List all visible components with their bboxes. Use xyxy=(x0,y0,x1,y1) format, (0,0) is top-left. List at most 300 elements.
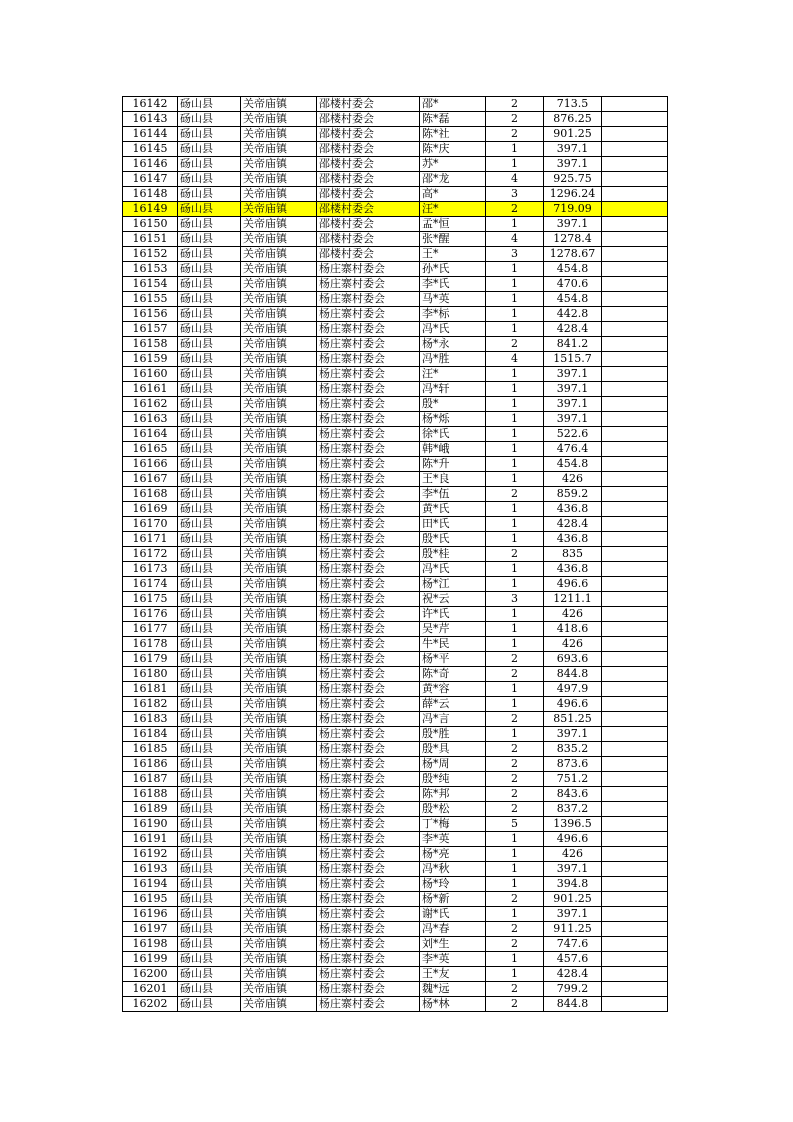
count-cell: 2 xyxy=(486,997,544,1012)
count-cell: 1 xyxy=(486,697,544,712)
empty-cell xyxy=(602,487,668,502)
amount-cell: 397.1 xyxy=(544,727,602,742)
county-cell: 砀山县 xyxy=(178,292,241,307)
table-row xyxy=(123,832,668,847)
amount-cell: 1278.4 xyxy=(544,232,602,247)
name-cell: 李*氏 xyxy=(420,277,486,292)
county-cell: 砀山县 xyxy=(178,877,241,892)
amount-cell: 747.6 xyxy=(544,937,602,952)
row-number-cell: 16196 xyxy=(123,907,178,922)
village-cell: 杨庄寨村委会 xyxy=(317,922,420,937)
table-row xyxy=(123,472,668,487)
county-cell: 砀山县 xyxy=(178,142,241,157)
row-number-cell: 16198 xyxy=(123,937,178,952)
name-cell: 杨*林 xyxy=(420,997,486,1012)
town-cell: 关帝庙镇 xyxy=(241,487,317,502)
row-number-cell: 16166 xyxy=(123,457,178,472)
amount-cell: 470.6 xyxy=(544,277,602,292)
village-cell: 杨庄寨村委会 xyxy=(317,637,420,652)
row-number-cell: 16157 xyxy=(123,322,178,337)
count-cell: 1 xyxy=(486,142,544,157)
table-row xyxy=(123,862,668,877)
village-cell: 邵楼村委会 xyxy=(317,127,420,142)
county-cell: 砀山县 xyxy=(178,622,241,637)
amount-cell: 426 xyxy=(544,637,602,652)
county-cell: 砀山县 xyxy=(178,952,241,967)
town-cell: 关帝庙镇 xyxy=(241,937,317,952)
amount-cell: 1296.24 xyxy=(544,187,602,202)
name-cell: 杨*新 xyxy=(420,892,486,907)
row-number-cell: 16177 xyxy=(123,622,178,637)
amount-cell: 426 xyxy=(544,847,602,862)
table-row xyxy=(123,442,668,457)
name-cell: 冯*氏 xyxy=(420,322,486,337)
amount-cell: 397.1 xyxy=(544,367,602,382)
empty-cell xyxy=(602,367,668,382)
empty-cell xyxy=(602,562,668,577)
village-cell: 杨庄寨村委会 xyxy=(317,562,420,577)
county-cell: 砀山县 xyxy=(178,517,241,532)
amount-cell: 873.6 xyxy=(544,757,602,772)
county-cell: 砀山县 xyxy=(178,187,241,202)
village-cell: 杨庄寨村委会 xyxy=(317,502,420,517)
county-cell: 砀山县 xyxy=(178,802,241,817)
row-number-cell: 16191 xyxy=(123,832,178,847)
village-cell: 杨庄寨村委会 xyxy=(317,397,420,412)
table-row xyxy=(123,277,668,292)
county-cell: 砀山县 xyxy=(178,307,241,322)
empty-cell xyxy=(602,292,668,307)
county-cell: 砀山县 xyxy=(178,997,241,1012)
name-cell: 丁*梅 xyxy=(420,817,486,832)
name-cell: 殷* xyxy=(420,397,486,412)
table-row xyxy=(123,922,668,937)
count-cell: 1 xyxy=(486,427,544,442)
row-number-cell: 16170 xyxy=(123,517,178,532)
table-row xyxy=(123,172,668,187)
town-cell: 关帝庙镇 xyxy=(241,457,317,472)
village-cell: 杨庄寨村委会 xyxy=(317,772,420,787)
empty-cell xyxy=(602,472,668,487)
amount-cell: 719.09 xyxy=(544,202,602,217)
empty-cell xyxy=(602,892,668,907)
town-cell: 关帝庙镇 xyxy=(241,817,317,832)
count-cell: 1 xyxy=(486,442,544,457)
town-cell: 关帝庙镇 xyxy=(241,232,317,247)
row-number-cell: 16143 xyxy=(123,112,178,127)
village-cell: 邵楼村委会 xyxy=(317,97,420,112)
amount-cell: 418.6 xyxy=(544,622,602,637)
row-number-cell: 16202 xyxy=(123,997,178,1012)
amount-cell: 844.8 xyxy=(544,667,602,682)
name-cell: 王*友 xyxy=(420,967,486,982)
name-cell: 杨*玲 xyxy=(420,877,486,892)
empty-cell xyxy=(602,262,668,277)
county-cell: 砀山县 xyxy=(178,967,241,982)
county-cell: 砀山县 xyxy=(178,322,241,337)
table-row xyxy=(123,967,668,982)
table-row xyxy=(123,577,668,592)
count-cell: 1 xyxy=(486,832,544,847)
amount-cell: 901.25 xyxy=(544,892,602,907)
empty-cell xyxy=(602,862,668,877)
village-cell: 杨庄寨村委会 xyxy=(317,727,420,742)
county-cell: 砀山县 xyxy=(178,247,241,262)
count-cell: 2 xyxy=(486,937,544,952)
empty-cell xyxy=(602,397,668,412)
count-cell: 1 xyxy=(486,607,544,622)
empty-cell xyxy=(602,697,668,712)
empty-cell xyxy=(602,112,668,127)
county-cell: 砀山县 xyxy=(178,712,241,727)
village-cell: 杨庄寨村委会 xyxy=(317,322,420,337)
amount-cell: 476.4 xyxy=(544,442,602,457)
town-cell: 关帝庙镇 xyxy=(241,802,317,817)
table-row xyxy=(123,652,668,667)
village-cell: 杨庄寨村委会 xyxy=(317,742,420,757)
county-cell: 砀山县 xyxy=(178,697,241,712)
empty-cell xyxy=(602,937,668,952)
town-cell: 关帝庙镇 xyxy=(241,517,317,532)
table-row xyxy=(123,382,668,397)
name-cell: 冯*春 xyxy=(420,922,486,937)
name-cell: 陈*磊 xyxy=(420,112,486,127)
empty-cell xyxy=(602,637,668,652)
row-number-cell: 16195 xyxy=(123,892,178,907)
county-cell: 砀山县 xyxy=(178,337,241,352)
town-cell: 关帝庙镇 xyxy=(241,247,317,262)
row-number-cell: 16162 xyxy=(123,397,178,412)
county-cell: 砀山县 xyxy=(178,172,241,187)
count-cell: 1 xyxy=(486,502,544,517)
table-row xyxy=(123,697,668,712)
village-cell: 邵楼村委会 xyxy=(317,217,420,232)
town-cell: 关帝庙镇 xyxy=(241,772,317,787)
count-cell: 1 xyxy=(486,157,544,172)
town-cell: 关帝庙镇 xyxy=(241,682,317,697)
county-cell: 砀山县 xyxy=(178,637,241,652)
county-cell: 砀山县 xyxy=(178,502,241,517)
county-cell: 砀山县 xyxy=(178,937,241,952)
village-cell: 杨庄寨村委会 xyxy=(317,337,420,352)
table-row xyxy=(123,232,668,247)
village-cell: 杨庄寨村委会 xyxy=(317,787,420,802)
village-cell: 杨庄寨村委会 xyxy=(317,262,420,277)
county-cell: 砀山县 xyxy=(178,532,241,547)
village-cell: 杨庄寨村委会 xyxy=(317,697,420,712)
empty-cell xyxy=(602,952,668,967)
table-row xyxy=(123,217,668,232)
count-cell: 1 xyxy=(486,472,544,487)
empty-cell xyxy=(602,877,668,892)
village-cell: 邵楼村委会 xyxy=(317,232,420,247)
empty-cell xyxy=(602,157,668,172)
name-cell: 苏* xyxy=(420,157,486,172)
table-row xyxy=(123,112,668,127)
name-cell: 李*英 xyxy=(420,952,486,967)
name-cell: 马*英 xyxy=(420,292,486,307)
empty-cell xyxy=(602,787,668,802)
empty-cell xyxy=(602,187,668,202)
table-row xyxy=(123,637,668,652)
count-cell: 5 xyxy=(486,817,544,832)
village-cell: 邵楼村委会 xyxy=(317,142,420,157)
name-cell: 殷*具 xyxy=(420,742,486,757)
county-cell: 砀山县 xyxy=(178,757,241,772)
village-cell: 杨庄寨村委会 xyxy=(317,622,420,637)
row-number-cell: 16151 xyxy=(123,232,178,247)
name-cell: 祝*云 xyxy=(420,592,486,607)
row-number-cell: 16160 xyxy=(123,367,178,382)
name-cell: 汪* xyxy=(420,202,486,217)
town-cell: 关帝庙镇 xyxy=(241,652,317,667)
name-cell: 陈*社 xyxy=(420,127,486,142)
name-cell: 杨*亮 xyxy=(420,847,486,862)
town-cell: 关帝庙镇 xyxy=(241,397,317,412)
row-number-cell: 16193 xyxy=(123,862,178,877)
county-cell: 砀山县 xyxy=(178,457,241,472)
amount-cell: 457.6 xyxy=(544,952,602,967)
county-cell: 砀山县 xyxy=(178,607,241,622)
village-cell: 杨庄寨村委会 xyxy=(317,592,420,607)
town-cell: 关帝庙镇 xyxy=(241,622,317,637)
count-cell: 2 xyxy=(486,922,544,937)
town-cell: 关帝庙镇 xyxy=(241,862,317,877)
amount-cell: 397.1 xyxy=(544,217,602,232)
county-cell: 砀山县 xyxy=(178,832,241,847)
name-cell: 田*氏 xyxy=(420,517,486,532)
table-row xyxy=(123,337,668,352)
table-row xyxy=(123,592,668,607)
county-cell: 砀山县 xyxy=(178,907,241,922)
empty-cell xyxy=(602,607,668,622)
row-number-cell: 16147 xyxy=(123,172,178,187)
table-row xyxy=(123,517,668,532)
empty-cell xyxy=(602,427,668,442)
row-number-cell: 16144 xyxy=(123,127,178,142)
name-cell: 薛*云 xyxy=(420,697,486,712)
town-cell: 关帝庙镇 xyxy=(241,262,317,277)
village-cell: 杨庄寨村委会 xyxy=(317,442,420,457)
row-number-cell: 16182 xyxy=(123,697,178,712)
row-number-cell: 16178 xyxy=(123,637,178,652)
town-cell: 关帝庙镇 xyxy=(241,382,317,397)
name-cell: 邵*龙 xyxy=(420,172,486,187)
town-cell: 关帝庙镇 xyxy=(241,157,317,172)
name-cell: 杨*烁 xyxy=(420,412,486,427)
count-cell: 2 xyxy=(486,202,544,217)
town-cell: 关帝庙镇 xyxy=(241,532,317,547)
amount-cell: 835 xyxy=(544,547,602,562)
county-cell: 砀山县 xyxy=(178,922,241,937)
count-cell: 2 xyxy=(486,112,544,127)
amount-cell: 496.6 xyxy=(544,577,602,592)
county-cell: 砀山县 xyxy=(178,742,241,757)
count-cell: 2 xyxy=(486,742,544,757)
amount-cell: 397.1 xyxy=(544,397,602,412)
town-cell: 关帝庙镇 xyxy=(241,832,317,847)
row-number-cell: 16149 xyxy=(123,202,178,217)
table-row xyxy=(123,532,668,547)
town-cell: 关帝庙镇 xyxy=(241,502,317,517)
table-row xyxy=(123,847,668,862)
row-number-cell: 16174 xyxy=(123,577,178,592)
empty-cell xyxy=(602,907,668,922)
village-cell: 邵楼村委会 xyxy=(317,202,420,217)
row-number-cell: 16180 xyxy=(123,667,178,682)
county-cell: 砀山县 xyxy=(178,277,241,292)
amount-cell: 835.2 xyxy=(544,742,602,757)
row-number-cell: 16184 xyxy=(123,727,178,742)
empty-cell xyxy=(602,337,668,352)
village-cell: 杨庄寨村委会 xyxy=(317,382,420,397)
count-cell: 1 xyxy=(486,952,544,967)
amount-cell: 1278.67 xyxy=(544,247,602,262)
count-cell: 2 xyxy=(486,757,544,772)
empty-cell xyxy=(602,772,668,787)
county-cell: 砀山县 xyxy=(178,127,241,142)
town-cell: 关帝庙镇 xyxy=(241,112,317,127)
amount-cell: 397.1 xyxy=(544,412,602,427)
name-cell: 李*标 xyxy=(420,307,486,322)
name-cell: 黄*氏 xyxy=(420,502,486,517)
row-number-cell: 16148 xyxy=(123,187,178,202)
table-row xyxy=(123,97,668,112)
village-cell: 杨庄寨村委会 xyxy=(317,367,420,382)
county-cell: 砀山县 xyxy=(178,547,241,562)
table-row xyxy=(123,427,668,442)
row-number-cell: 16163 xyxy=(123,412,178,427)
town-cell: 关帝庙镇 xyxy=(241,607,317,622)
empty-cell xyxy=(602,172,668,187)
count-cell: 1 xyxy=(486,382,544,397)
name-cell: 殷*松 xyxy=(420,802,486,817)
amount-cell: 901.25 xyxy=(544,127,602,142)
count-cell: 2 xyxy=(486,667,544,682)
county-cell: 砀山县 xyxy=(178,772,241,787)
empty-cell xyxy=(602,532,668,547)
village-cell: 杨庄寨村委会 xyxy=(317,877,420,892)
amount-cell: 522.6 xyxy=(544,427,602,442)
village-cell: 杨庄寨村委会 xyxy=(317,652,420,667)
empty-cell xyxy=(602,97,668,112)
count-cell: 2 xyxy=(486,97,544,112)
empty-cell xyxy=(602,127,668,142)
count-cell: 1 xyxy=(486,967,544,982)
county-cell: 砀山县 xyxy=(178,262,241,277)
name-cell: 陈*奇 xyxy=(420,667,486,682)
village-cell: 邵楼村委会 xyxy=(317,112,420,127)
empty-cell xyxy=(602,577,668,592)
row-number-cell: 16142 xyxy=(123,97,178,112)
amount-cell: 454.8 xyxy=(544,262,602,277)
row-number-cell: 16175 xyxy=(123,592,178,607)
county-cell: 砀山县 xyxy=(178,652,241,667)
village-cell: 杨庄寨村委会 xyxy=(317,457,420,472)
name-cell: 杨*平 xyxy=(420,652,486,667)
row-number-cell: 16189 xyxy=(123,802,178,817)
town-cell: 关帝庙镇 xyxy=(241,127,317,142)
table-row xyxy=(123,907,668,922)
village-cell: 邵楼村委会 xyxy=(317,187,420,202)
amount-cell: 454.8 xyxy=(544,457,602,472)
amount-cell: 1211.1 xyxy=(544,592,602,607)
row-number-cell: 16187 xyxy=(123,772,178,787)
count-cell: 2 xyxy=(486,802,544,817)
village-cell: 杨庄寨村委会 xyxy=(317,682,420,697)
table-row xyxy=(123,247,668,262)
name-cell: 许*氏 xyxy=(420,607,486,622)
county-cell: 砀山县 xyxy=(178,202,241,217)
table-row xyxy=(123,997,668,1012)
town-cell: 关帝庙镇 xyxy=(241,637,317,652)
row-number-cell: 16181 xyxy=(123,682,178,697)
village-cell: 杨庄寨村委会 xyxy=(317,352,420,367)
row-number-cell: 16199 xyxy=(123,952,178,967)
row-number-cell: 16146 xyxy=(123,157,178,172)
name-cell: 李*英 xyxy=(420,832,486,847)
row-number-cell: 16173 xyxy=(123,562,178,577)
county-cell: 砀山县 xyxy=(178,367,241,382)
empty-cell xyxy=(602,247,668,262)
table-row xyxy=(123,547,668,562)
name-cell: 冯*氏 xyxy=(420,562,486,577)
town-cell: 关帝庙镇 xyxy=(241,367,317,382)
town-cell: 关帝庙镇 xyxy=(241,187,317,202)
count-cell: 2 xyxy=(486,487,544,502)
empty-cell xyxy=(602,322,668,337)
name-cell: 汪* xyxy=(420,367,486,382)
empty-cell xyxy=(602,997,668,1012)
count-cell: 1 xyxy=(486,517,544,532)
village-cell: 杨庄寨村委会 xyxy=(317,952,420,967)
name-cell: 陈*升 xyxy=(420,457,486,472)
count-cell: 1 xyxy=(486,907,544,922)
town-cell: 关帝庙镇 xyxy=(241,907,317,922)
table-row xyxy=(123,187,668,202)
village-cell: 杨庄寨村委会 xyxy=(317,412,420,427)
empty-cell xyxy=(602,277,668,292)
county-cell: 砀山县 xyxy=(178,217,241,232)
name-cell: 吴*芹 xyxy=(420,622,486,637)
amount-cell: 713.5 xyxy=(544,97,602,112)
county-cell: 砀山县 xyxy=(178,817,241,832)
table-row xyxy=(123,937,668,952)
empty-cell xyxy=(602,802,668,817)
village-cell: 杨庄寨村委会 xyxy=(317,967,420,982)
table-row xyxy=(123,562,668,577)
count-cell: 1 xyxy=(486,682,544,697)
count-cell: 1 xyxy=(486,637,544,652)
amount-cell: 496.6 xyxy=(544,832,602,847)
name-cell: 陈*庆 xyxy=(420,142,486,157)
amount-cell: 397.1 xyxy=(544,862,602,877)
town-cell: 关帝庙镇 xyxy=(241,952,317,967)
amount-cell: 397.1 xyxy=(544,907,602,922)
village-cell: 杨庄寨村委会 xyxy=(317,832,420,847)
count-cell: 2 xyxy=(486,127,544,142)
name-cell: 徐*氏 xyxy=(420,427,486,442)
count-cell: 4 xyxy=(486,352,544,367)
table-row xyxy=(123,157,668,172)
town-cell: 关帝庙镇 xyxy=(241,667,317,682)
name-cell: 陈*邦 xyxy=(420,787,486,802)
count-cell: 1 xyxy=(486,277,544,292)
amount-cell: 799.2 xyxy=(544,982,602,997)
town-cell: 关帝庙镇 xyxy=(241,922,317,937)
count-cell: 4 xyxy=(486,172,544,187)
county-cell: 砀山县 xyxy=(178,412,241,427)
